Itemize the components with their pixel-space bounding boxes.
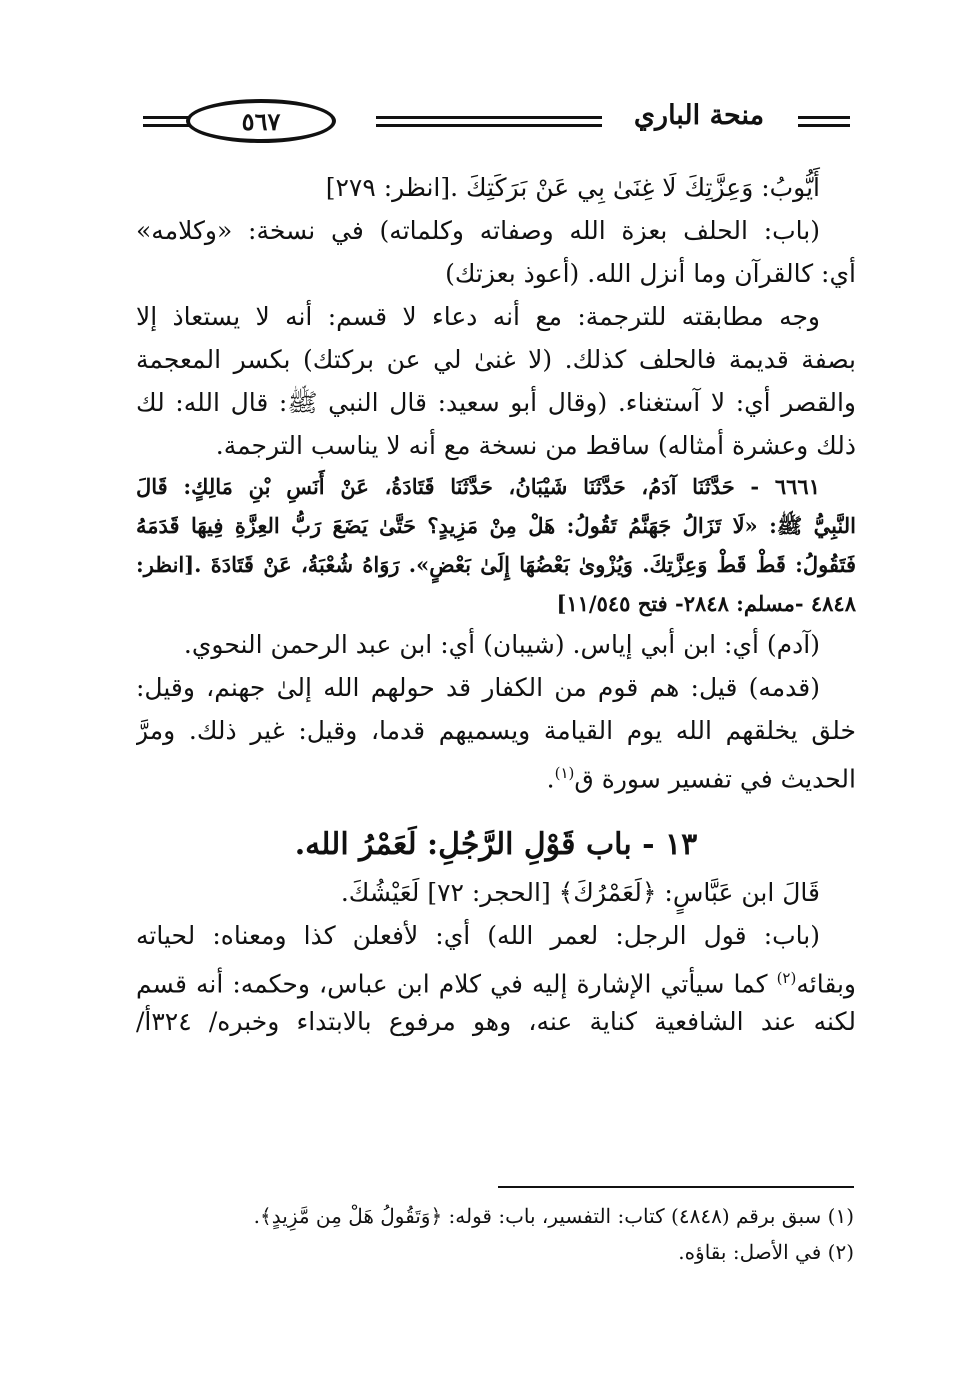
text-line xyxy=(136,424,856,467)
text-line-content: ذلك وعشرة أمثاله) ساقط من نسخة مع أنه لا يناسب الترجمة. xyxy=(215,431,856,460)
text-line xyxy=(136,338,856,381)
text-block-chapter xyxy=(136,871,856,1043)
page-number: ٥٦٧ xyxy=(186,99,336,143)
text-line-content: (قدمه) قيل: هم قوم من الكفار قد حولهم الله إلىٰ جهنم، وقيل: xyxy=(136,673,820,702)
text-line xyxy=(136,709,856,752)
text-line-content: فَتَقُولُ: قَطْ قَطْ وَعِزَّتِكَ. وَيُزْوىٰ بَعْضُهَا إِلَىٰ بَعْضٍ». رَوَاهُ شُعْبَةُ، عَنْ قَتَادَةَ .[انظر: xyxy=(136,552,856,577)
text-line-content: خلق يخلقهم الله يوم القيامة ويسميهم قدما، وقيل: غير ذلك. ومرَّ xyxy=(136,716,856,745)
text-line-content: وبقائه xyxy=(796,969,856,999)
chapter-heading: ١٣ - باب قَوْلِ الرَّجُلِ: لَعَمْرُ الله. xyxy=(294,827,698,862)
text-line xyxy=(136,752,856,795)
text-line-content: (باب: الحلف بعزة الله وصفاته وكلماته) في نسخة: «وكلامه» xyxy=(136,216,820,245)
text-line xyxy=(136,209,856,252)
running-title: منحة الباري xyxy=(633,100,765,131)
header-rule xyxy=(798,124,850,127)
text-line-content: ٤٨٤٨ -مسلم: ٢٨٤٨- فتح ١١/٥٤٥] xyxy=(556,591,856,616)
text-line-content: لكنه عند الشافعية كناية عنه، وهو مرفوع بالابتداء وخبره/ ٣٢٤أ/ xyxy=(136,1007,856,1036)
footnote: (٢) في الأصل: بقاؤه. xyxy=(678,1240,854,1264)
header-rule xyxy=(376,116,602,119)
text-line xyxy=(136,381,856,424)
text-line xyxy=(136,623,856,666)
text-line xyxy=(136,295,856,338)
footnotes xyxy=(140,1198,854,1270)
text-line xyxy=(136,252,856,295)
main-text xyxy=(136,166,856,1043)
text-line xyxy=(136,666,856,709)
text-line-content: وجه مطابقته للترجمة: مع أنه دعاء لا قسم: أنه لا يستعاذ إلا xyxy=(136,302,820,331)
text-line-tail: . xyxy=(546,764,555,794)
text-line xyxy=(136,914,856,957)
text-line xyxy=(136,871,856,914)
text-block-hadith xyxy=(136,166,856,795)
header-rule xyxy=(376,124,602,127)
text-line-content: والقصر أي: لا آستغناء. (وقال أبو سعيد: قال النبي ﷺ: قال الله: لك xyxy=(136,388,856,417)
text-line xyxy=(136,957,856,1000)
header-rule xyxy=(798,116,850,119)
footnote-marker: (٢) xyxy=(776,969,797,987)
text-line-content: قَالَ ابن عَبَّاسٍ: ﴿لَعَمْرُكَ﴾ [الحجر: ٧٢] لَعَيْشُكَ. xyxy=(340,878,820,907)
page-header xyxy=(138,92,853,152)
text-line-content: (آدم) أي: ابن أبي إياس. (شيبان) أي: ابن عبد الرحمن النحوي. xyxy=(183,630,820,659)
footnote-separator xyxy=(498,1186,854,1188)
text-line-content: النَّبِيُّ ﷺ: «لَا تَزَالُ جَهَنَّمُ تَقُولُ: هَلْ مِنْ مَزِيدٍ؟ حَتَّىٰ يَضَعَ رَبُّ العِزَّةِ فِيهَا قَدَمَهُ xyxy=(136,513,856,538)
text-line-content: الحديث في تفسير سورة ق xyxy=(574,764,856,794)
text-line-content: أي: كالقرآن وما أنزل الله. (أعوذ بعزتك) xyxy=(445,259,856,288)
text-line xyxy=(136,166,856,209)
text-line xyxy=(136,545,856,584)
text-line xyxy=(136,1000,856,1043)
footnote-marker: (١) xyxy=(554,764,575,782)
text-line-tail: كما سيأتي الإشارة إليه في كلام ابن عباس، وحكمه: أنه قسم xyxy=(136,969,777,999)
text-line-content: بصفة قديمة فالحلف كذلك. (لا غنىٰ لي عن بركتك) بكسر المعجمة xyxy=(136,345,856,374)
text-line-content: ٦٦٦١ - حَدَّثَنَا آدَمُ، حَدَّثَنَا شَيْبَانُ، حَدَّثَنَا قَتَادَةُ، عَنْ أَنَسِ بْنِ مَالِكٍ: قَالَ xyxy=(136,474,820,499)
text-line xyxy=(136,584,856,623)
text-line-content: (باب: قول الرجل: لعمر الله) أي: لأفعلن كذا ومعناه: لحياته xyxy=(136,921,820,950)
text-line xyxy=(136,506,856,545)
footnote: (١) سبق برقم (٤٨٤٨) كتاب: التفسير، باب: قوله: ﴿وَتَقُولُ هَلْ مِن مَّزِيدٍ﴾. xyxy=(253,1204,854,1228)
text-line xyxy=(136,467,856,506)
text-line-content: أَيُّوبُ: وَعِزَّتِكَ لَا غِنَىٰ بِي عَنْ بَرَكَتِكَ .[انظر: ٢٧٩] xyxy=(325,173,820,202)
